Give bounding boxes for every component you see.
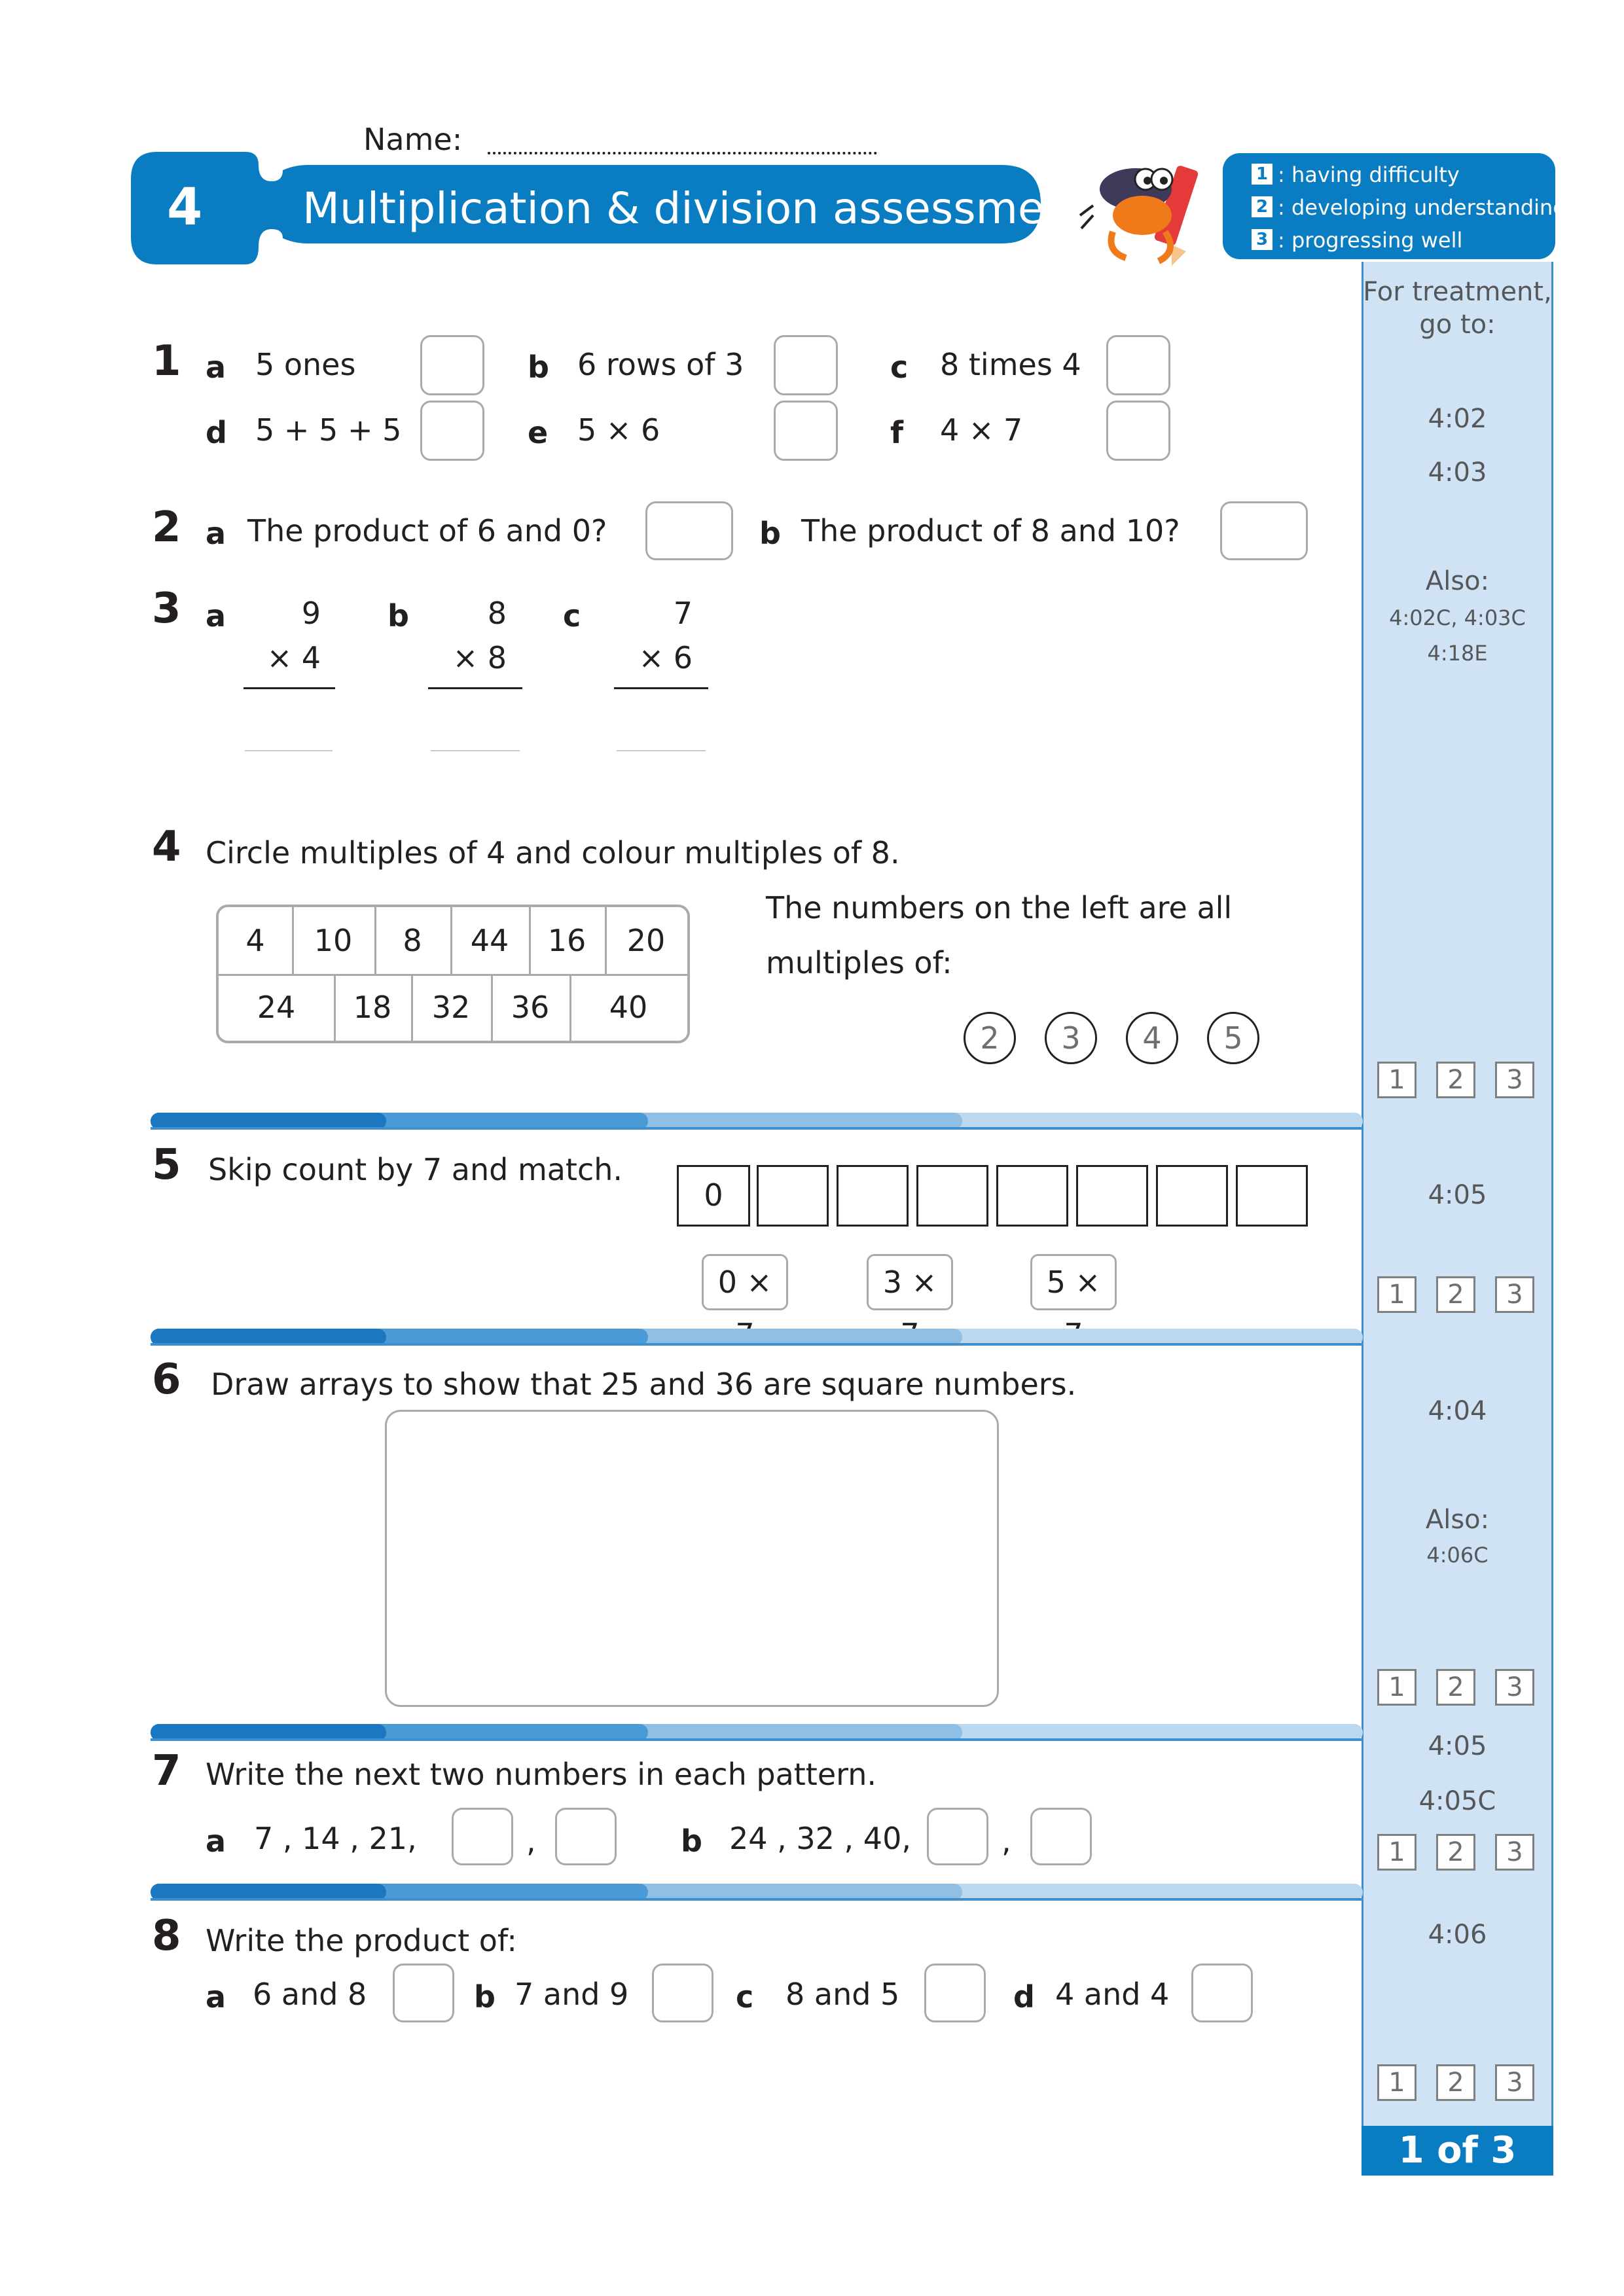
question-text: 5 + 5 + 5 <box>255 412 402 448</box>
sequence-text: 24 , 32 , 40, <box>729 1821 911 1856</box>
match-tile[interactable]: 0 × <box>702 1254 788 1310</box>
question-text: 4 and 4 <box>1055 1977 1170 2012</box>
skip-count-cell[interactable] <box>1236 1165 1308 1227</box>
question-text: The product of 8 and 10? <box>801 513 1180 548</box>
key-num-1: 1 <box>1252 164 1272 185</box>
section-divider <box>151 1884 1363 1901</box>
rating-box-2[interactable]: 2 <box>1436 1834 1475 1871</box>
skip-count-cell[interactable] <box>837 1165 909 1227</box>
treatment-ref: 4:18E <box>1427 641 1488 666</box>
rating-box-2[interactable]: 2 <box>1436 1276 1475 1313</box>
question-text: Write the next two numbers in each pattern. <box>206 1757 877 1792</box>
treatment-ref: 4:02 <box>1428 404 1487 434</box>
question-text: multiples of: <box>766 945 952 980</box>
rating-box-1[interactable]: 1 <box>1377 1276 1416 1313</box>
grid-number[interactable]: 44 <box>470 923 509 958</box>
part-label: c <box>563 598 581 634</box>
page-indicator: 1 of 3 <box>1362 2126 1553 2176</box>
answer-box[interactable] <box>927 1808 988 1865</box>
comma: , <box>526 1823 536 1859</box>
multiplicand: 7 <box>673 596 693 631</box>
answer-box[interactable] <box>774 401 838 461</box>
rating-box-1[interactable]: 1 <box>1377 1062 1416 1098</box>
sidebar-heading-1: For treatment, <box>1363 277 1552 307</box>
question-text: 6 and 8 <box>253 1977 367 2012</box>
also-label: Also: <box>1425 566 1490 596</box>
grid-number[interactable]: 4 <box>245 923 265 958</box>
grid-number[interactable]: 18 <box>353 990 392 1025</box>
rating-box-2[interactable]: 2 <box>1436 1062 1475 1098</box>
rating-box-2[interactable]: 2 <box>1436 2064 1475 2101</box>
grid-number[interactable]: 8 <box>403 923 422 958</box>
answer-line[interactable] <box>617 750 706 751</box>
answer-box[interactable] <box>1106 335 1170 395</box>
choice-circle[interactable]: 4 <box>1126 1012 1178 1064</box>
treatment-ref: 4:03 <box>1428 457 1487 488</box>
sum-line <box>614 687 708 689</box>
question-text: 5 × 6 <box>577 412 660 448</box>
question-number: 3 <box>152 584 181 633</box>
answer-box[interactable] <box>420 335 484 395</box>
question-text: Circle multiples of 4 and colour multiples of 8. <box>206 835 900 870</box>
question-number: 1 <box>152 337 181 386</box>
question-number: 4 <box>152 823 181 871</box>
question-text: Skip count by 7 and match. <box>208 1152 623 1187</box>
answer-box[interactable] <box>652 1964 713 2022</box>
answer-line[interactable] <box>245 750 333 751</box>
treatment-ref: 4:06 <box>1428 1920 1487 1950</box>
skip-count-cell[interactable] <box>1156 1165 1228 1227</box>
rating-box-1[interactable]: 1 <box>1377 2064 1416 2101</box>
treatment-ref: 4:05C <box>1418 1786 1496 1816</box>
answer-box[interactable] <box>924 1964 986 2022</box>
rating-box-1[interactable]: 1 <box>1377 1669 1416 1706</box>
key-text-3: : progressing well <box>1278 228 1463 253</box>
question-number: 2 <box>152 503 181 552</box>
skip-count-cell[interactable] <box>916 1165 988 1227</box>
match-tile[interactable]: 5 × <box>1030 1254 1117 1310</box>
part-label: a <box>206 1979 226 2015</box>
part-label: d <box>206 415 227 450</box>
grid-number[interactable]: 20 <box>626 923 666 958</box>
answer-box[interactable] <box>393 1964 454 2022</box>
question-text: 7 and 9 <box>514 1977 629 2012</box>
treatment-ref: 4:05 <box>1428 1731 1487 1761</box>
answer-box[interactable] <box>555 1808 617 1865</box>
grid-number[interactable]: 16 <box>547 923 586 958</box>
comma: , <box>1001 1823 1011 1859</box>
sequence-text: 7 , 14 , 21, <box>254 1821 417 1856</box>
part-label: a <box>206 598 226 634</box>
skip-count-cell[interactable] <box>1076 1165 1148 1227</box>
section-divider <box>151 1724 1363 1741</box>
rating-box-1[interactable]: 1 <box>1377 1834 1416 1871</box>
rating-box-3[interactable]: 3 <box>1495 1062 1534 1098</box>
part-label: b <box>474 1979 496 2015</box>
sum-line <box>244 687 335 689</box>
question-text: 6 rows of 3 <box>577 347 744 382</box>
answer-box[interactable] <box>1106 401 1170 461</box>
skip-count-cell: 0 <box>677 1165 750 1227</box>
answer-box[interactable] <box>420 401 484 461</box>
sidebar-heading-2: go to: <box>1419 310 1496 340</box>
match-tile[interactable]: 3 × <box>867 1254 953 1310</box>
question-text: 4 × 7 <box>940 412 1023 448</box>
part-label: f <box>890 415 904 450</box>
part-label: e <box>528 415 549 450</box>
choice-circle[interactable]: 5 <box>1207 1012 1259 1064</box>
answer-box[interactable] <box>1030 1808 1092 1865</box>
part-label: b <box>681 1823 702 1859</box>
key-text-1: : having difficulty <box>1278 162 1460 187</box>
question-text: The product of 6 and 0? <box>247 513 607 548</box>
grid-number[interactable]: 36 <box>511 990 550 1025</box>
part-label: c <box>736 1979 754 2015</box>
treatment-ref: 4:06C <box>1426 1543 1489 1568</box>
drawing-area[interactable] <box>385 1410 999 1707</box>
key-num-2: 2 <box>1252 196 1272 217</box>
rating-box-3[interactable]: 3 <box>1495 1834 1534 1871</box>
unit-number: 4 <box>167 178 203 237</box>
section-divider <box>151 1113 1363 1130</box>
key-num-3: 3 <box>1252 229 1272 250</box>
crab-mascot-icon <box>1074 153 1218 271</box>
grid-number[interactable]: 24 <box>257 990 296 1025</box>
grid-number[interactable]: 10 <box>314 923 353 958</box>
question-number: 6 <box>152 1355 181 1404</box>
answer-box[interactable] <box>774 335 838 395</box>
treatment-ref: 4:05 <box>1428 1180 1487 1210</box>
name-label: Name: <box>363 122 463 157</box>
skip-count-cell[interactable] <box>996 1165 1068 1227</box>
question-text: 5 ones <box>255 347 356 382</box>
rating-box-3[interactable]: 3 <box>1495 1276 1534 1313</box>
question-text: The numbers on the left are all <box>766 890 1233 925</box>
multiplier: × 4 <box>266 640 321 675</box>
multiplicand: 8 <box>487 596 507 631</box>
part-label: c <box>890 350 909 385</box>
treatment-ref: 4:02C, 4:03C <box>1389 605 1526 630</box>
answer-line[interactable] <box>431 750 520 751</box>
part-label: a <box>206 350 226 385</box>
multiplier: × 6 <box>638 640 693 675</box>
treatment-ref: 4:04 <box>1428 1396 1487 1426</box>
answer-box[interactable] <box>452 1808 513 1865</box>
question-text: Write the product of: <box>206 1923 517 1958</box>
page-title: Multiplication & division assessment <box>302 183 1089 234</box>
answer-box[interactable] <box>645 501 733 560</box>
sum-line <box>428 687 522 689</box>
part-label: b <box>528 350 549 385</box>
part-label: a <box>206 1823 226 1859</box>
section-divider <box>151 1329 1363 1346</box>
grid-number[interactable]: 32 <box>431 990 471 1025</box>
rating-box-3[interactable]: 3 <box>1495 1669 1534 1706</box>
question-number: 5 <box>152 1141 181 1189</box>
choice-circle[interactable]: 2 <box>964 1012 1016 1064</box>
multiplier: × 8 <box>452 640 507 675</box>
part-label: b <box>759 516 781 551</box>
question-number: 8 <box>152 1912 181 1960</box>
part-label: b <box>388 598 409 634</box>
rating-box-3[interactable]: 3 <box>1495 2064 1534 2101</box>
rating-box-2[interactable]: 2 <box>1436 1669 1475 1706</box>
choice-circle[interactable]: 3 <box>1045 1012 1097 1064</box>
question-text: 8 times 4 <box>940 347 1081 382</box>
skip-count-cell[interactable] <box>757 1165 829 1227</box>
answer-box[interactable] <box>1220 501 1308 560</box>
also-label: Also: <box>1425 1505 1490 1535</box>
question-text: Draw arrays to show that 25 and 36 are square numbers. <box>211 1367 1077 1402</box>
answer-box[interactable] <box>1191 1964 1253 2022</box>
grid-number[interactable]: 40 <box>609 990 648 1025</box>
question-text: 8 and 5 <box>785 1977 900 2012</box>
question-number: 7 <box>152 1747 181 1795</box>
multiplicand: 9 <box>301 596 321 631</box>
part-label: d <box>1013 1979 1035 2015</box>
part-label: a <box>206 516 226 551</box>
key-text-2: : developing understanding <box>1278 195 1566 220</box>
